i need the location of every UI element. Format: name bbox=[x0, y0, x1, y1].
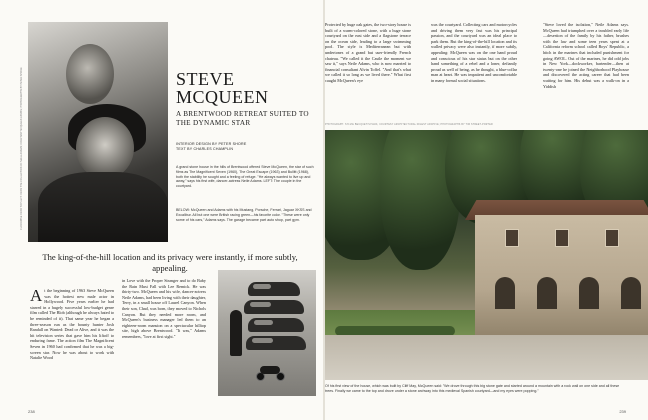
courtyard bbox=[325, 335, 648, 380]
window-3 bbox=[605, 229, 619, 247]
portrait-photo-mcqueen-adams bbox=[28, 22, 168, 242]
photo-credit-vertical: CLOCKWISE FROM TOP LEFT: FROM THE COLLECTION OF NEILE ADAMS; COURTESY MCQUEEN ESTATE; PHOTOGRAPHS BY PETER SHORE bbox=[20, 67, 23, 230]
window-2 bbox=[555, 229, 569, 247]
byline-design: INTERIOR DESIGN BY PETER SHORE bbox=[176, 142, 247, 146]
title-line-2: MCQUEEN bbox=[176, 87, 269, 107]
mcqueen-face bbox=[66, 44, 114, 104]
body-column-5: "Steve loved the isolation," Neile Adams says. McQueen had triumphed over a troubled early life—desertion of the family by his father, brushes with the law and some teen years spent at a California reform school called Boys' Republic, a hitch in the marines that included punishment for going AWOL. Out of the marines, he did odd jobs in New York—dockworker, bartender—then at twenty-one he joined the Neighborhood Playhouse and discovered the acting career that had been waiting for him. His debut was a walk-on in a Yiddish bbox=[543, 22, 629, 89]
window-1 bbox=[505, 229, 519, 247]
drop-cap: A bbox=[30, 286, 43, 305]
cars-photo bbox=[218, 270, 316, 396]
house-photo bbox=[325, 130, 648, 380]
arch-3 bbox=[579, 277, 599, 309]
body-column-4: was the courtyard. Collecting cars and motorcycles and driving them very fast was his principal passion, and the courtyard was an ideal place to park them. But the king-of-the-hill location and its walled privacy were also instantly, if more subtly, appealing: McQueen was on the one hand proud and conscious of his star status but on the other hand something of a rebel and a loner, defiantly proud as well of being, as he thought, a blue-collar man at heart. He was impatient and uncomfortable in many formal social situations. bbox=[431, 22, 517, 83]
article-title bbox=[176, 70, 316, 106]
car-4 bbox=[246, 336, 306, 350]
mcqueen-figure bbox=[230, 310, 242, 356]
title-line-1: STEVE bbox=[176, 69, 235, 89]
page-number-right: 239 bbox=[619, 409, 626, 414]
title-block bbox=[176, 70, 316, 152]
body-column-2: in Love with the Proper Stranger and to do Baby the Rain Must Fall with Lee Remick. He was thirty-two. McQueen and his wife, dancer-actress Neile Adams, had been living with their daughter, Terry, in a small house off Laurel Canyon. When their son, Chad, was born, they moved to Nichols Canyon. But they needed more room, and McQueen's business manager led them to an eighteen-room mansion on a spectacular hilltop site, high above Brentwood. "It was," Adams remembers, "love at first sight." bbox=[122, 278, 206, 339]
arch-1 bbox=[495, 277, 515, 309]
couple-body bbox=[38, 172, 168, 242]
car-2 bbox=[244, 300, 304, 314]
byline bbox=[176, 142, 316, 152]
caption-house-view: Of his first view of the house, which was built by Cliff May, McQueen said: "We drove through this big stone gate and started around a mountain with a rock wall on one side and all these trees. Finally we came to the top and drove under a stone archway into this medieval Spanish courtyard—and my eyes were popping." bbox=[325, 384, 620, 393]
left-page bbox=[0, 0, 323, 420]
byline-text: TEXT BY CHARLES CHAMPLIN bbox=[176, 147, 234, 151]
caption-house: A grand stone house in the hills of Brentwood offered Steve McQueen, the star of such films as The Magnificent Seven (1960), The Great Escape (1963) and Bullitt (1968), both the stability he sought and a feeling of refuge. "He always wanted to live up and away," says his first wife, dancer-actress Neile Adams. LEFT: The couple in the courtyard. bbox=[176, 165, 314, 189]
article-subtitle: A BRENTWOOD RETREAT SUITED TO THE DYNAMIC STAR bbox=[176, 110, 309, 127]
motorcycle bbox=[256, 358, 286, 384]
body-column-1-text: t the beginning of 1963 Steve McQueen was the hottest new male actor in Hollywood. Five years earlier he had starred in a hugely successful low-budget genre film called The Blob (although he always hated to be reminded of it). That same year he began a three-season run as the bounty hunter Josh Randall on Wanted: Dead or Alive, and it was the hit television series that gave him his liftoff to enduring fame. The action film The Magnificent Seven in 1960 had confirmed that he was a big-screen star. Now he was about to work with Natalie Wood bbox=[30, 288, 114, 361]
body-column-1 bbox=[30, 288, 114, 361]
car-1 bbox=[248, 282, 300, 296]
right-page bbox=[325, 0, 648, 420]
page-number-left: 238 bbox=[28, 409, 35, 414]
photo-credit: PHOTOGRAPH: SYLVIE BECQUET/SYGMA; COURTESY ARCHITECTURAL DIGEST ARCHIVE; PHOTOGRAPHS BY TIM STREET-PORTER bbox=[325, 124, 493, 126]
arch-2 bbox=[537, 277, 557, 309]
body-column-3: Protected by huge oak gates, the two-story house is built of a warm-colored stone, with a huge stone courtyard on the east side and a flagstone terrace on the ocean side, leading to a large swimming pool. The style is Mediterranean but with undertones of a grand but user-friendly French chateau. "We called it the Castle the moment we saw it," says Neile Adams, who is now married to financial consultant Alvin Toffel. "And that's what we called it so long as we lived there." What first caught McQueen's eye bbox=[325, 22, 411, 83]
adams-face bbox=[76, 117, 134, 179]
arch-4 bbox=[621, 277, 641, 309]
moto-body bbox=[260, 366, 280, 374]
car-3 bbox=[248, 318, 304, 332]
pull-quote: The king-of-the-hill location and its privacy were instantly, if more subtly, appealing. bbox=[42, 252, 298, 273]
stone-house bbox=[475, 215, 648, 340]
caption-cars: BELOW: McQueen and Adams with his Mustang, Porsche, Ferrari, Jaguar XKSS and Excalibur. All but one were British racing green—his favorite color. "These were only some of his cars," Adams says. The garage became part auto shop, part gym. bbox=[176, 208, 312, 222]
